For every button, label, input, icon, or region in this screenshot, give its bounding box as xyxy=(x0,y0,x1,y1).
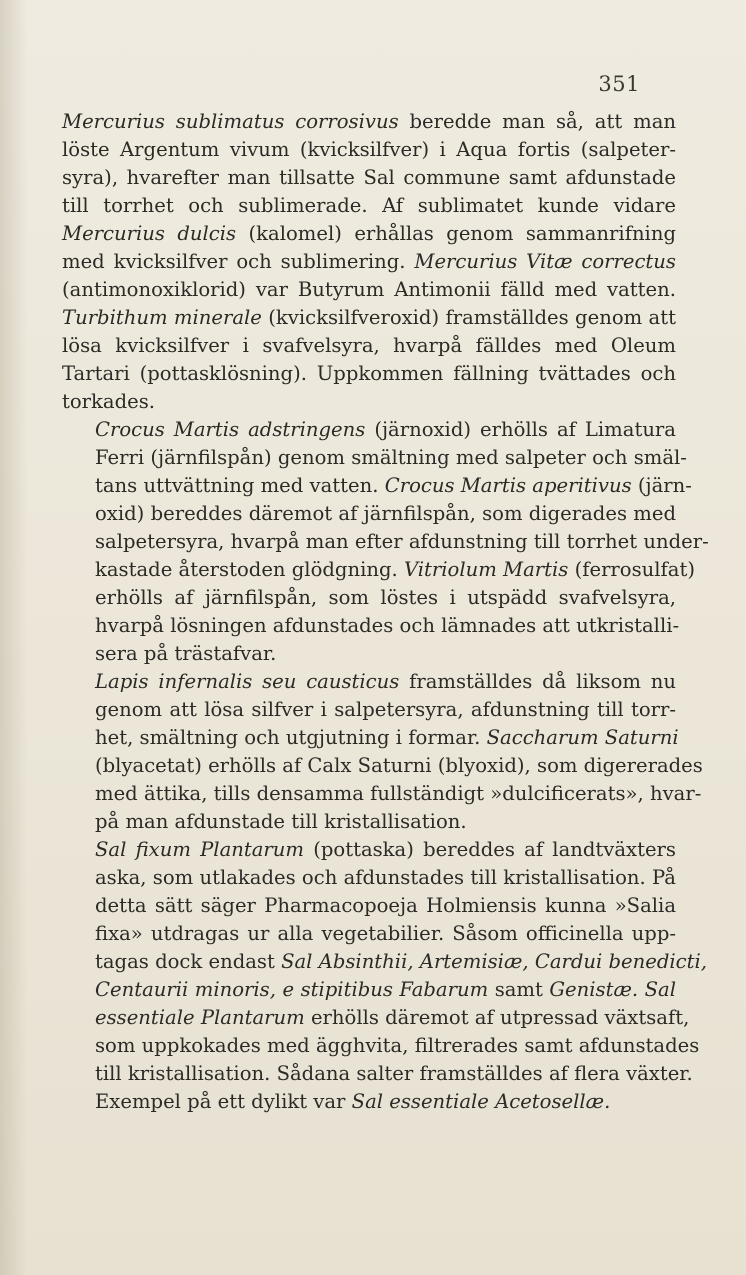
latin-term: Crocus Martis aperitivus xyxy=(384,474,632,497)
text-run: oxid) bereddes däremot af järnfilspån, som digerades med xyxy=(95,502,676,525)
text-run: sera på trästafvar. xyxy=(95,642,277,665)
text-run: Tartari (pottasklösning). Uppkommen fällning tvättades och xyxy=(62,362,676,385)
text-run: het, smältning och utgjutning i formar. xyxy=(95,726,487,749)
text-run: på man afdunstade till kristallisation. xyxy=(95,810,467,833)
text-line xyxy=(62,360,676,388)
text-line xyxy=(62,920,676,948)
text-run: erhölls däremot af utpressad växtsaft, xyxy=(304,1006,690,1029)
text-line xyxy=(62,948,708,976)
text-line xyxy=(62,1060,693,1088)
latin-term: Vitriolum Martis xyxy=(403,558,569,581)
text-line xyxy=(62,164,676,192)
latin-term: Mercurius sublimatus corrosivus xyxy=(62,110,399,133)
text-run: (järn- xyxy=(631,474,692,497)
text-line xyxy=(62,976,676,1004)
text-run: torkades. xyxy=(62,390,156,413)
text-line xyxy=(62,836,676,864)
latin-term: Saccharum Saturni xyxy=(486,726,679,749)
text-run: som uppkokades med ägghvita, filtrerades samt afdunstades xyxy=(95,1034,700,1057)
text-run: aska, som utlakades och afdunstades till kristallisation. På xyxy=(95,866,676,889)
text-line xyxy=(62,276,676,304)
latin-term: Centaurii minoris, e stipitibus Fabarum xyxy=(95,978,489,1001)
text-run: till torrhet och sublimerade. Af sublimatet kunde vidare xyxy=(62,194,676,217)
text-line xyxy=(62,780,702,808)
text-line xyxy=(62,808,676,836)
text-run: med ättika, tills densamma fullständigt »dulcificerats», hvar- xyxy=(95,782,702,805)
latin-term: Lapis infernalis seu causticus xyxy=(95,670,400,693)
page-number: 351 xyxy=(598,72,640,96)
text-run: (järnoxid) erhölls af Limatura xyxy=(365,418,676,441)
text-line xyxy=(62,612,680,640)
text-run: lösa kvicksilfver i svafvelsyra, hvarpå fälldes med Oleum xyxy=(62,334,676,357)
text-line xyxy=(62,136,676,164)
text-line xyxy=(62,668,676,696)
latin-term: Sal fixum Plantarum xyxy=(95,838,304,861)
latin-term: Sal essentiale Acetosellæ. xyxy=(351,1090,611,1113)
text-run: hvarpå lösningen afdunstades och lämnades att utkristalli- xyxy=(95,614,680,637)
text-line xyxy=(62,584,676,612)
text-line xyxy=(62,1088,676,1116)
text-run: löste Argentum vivum (kvicksilfver) i Aqua fortis (salpeter- xyxy=(62,138,676,161)
text-run: framställdes då liksom nu xyxy=(399,670,676,693)
text-line xyxy=(62,388,676,416)
latin-term: Mercurius Vitæ correctus xyxy=(414,250,676,273)
text-run: detta sätt säger Pharmacopoeja Holmiensis kunna »Salia xyxy=(95,894,676,917)
body-text xyxy=(62,108,709,1116)
text-line xyxy=(62,192,676,220)
paragraph xyxy=(62,668,703,836)
text-run: (pottaska) bereddes af landtväxters xyxy=(304,838,676,861)
paragraph xyxy=(62,108,676,416)
text-line xyxy=(62,416,676,444)
text-line xyxy=(62,220,676,248)
text-run: tans uttvättning med vatten. xyxy=(95,474,385,497)
text-run: kastade återstoden glödgning. xyxy=(95,558,404,581)
text-line xyxy=(62,864,676,892)
text-run: (blyacetat) erhölls af Calx Saturni (blyoxid), som digererades xyxy=(95,754,703,777)
paragraph xyxy=(62,416,709,668)
latin-term: Genistæ. xyxy=(549,978,639,1001)
text-run: Ferri (järnfilspån) genom smältning med salpeter och smäl- xyxy=(95,446,687,469)
text-run: tagas dock endast xyxy=(95,950,282,973)
text-line xyxy=(62,108,676,136)
text-run: (kvicksilfveroxid) framställdes genom att xyxy=(261,306,676,329)
text-run: (ferrosulfat) xyxy=(568,558,695,581)
text-run: samt xyxy=(488,978,550,1001)
latin-term: Turbithum minerale xyxy=(62,306,262,329)
text-run: salpetersyra, hvarpå man efter afdunstning till torrhet under- xyxy=(95,530,709,553)
text-run: fixa» utdragas ur alla vegetabilier. Såsom officinella upp- xyxy=(95,922,676,945)
text-run: beredde man så, att man xyxy=(398,110,676,133)
latin-term: essentiale Plantarum xyxy=(95,1006,305,1029)
text-line xyxy=(62,752,703,780)
latin-term: Crocus Martis adstringens xyxy=(95,418,366,441)
latin-term: Sal Absinthii, Artemisiæ, Cardui benedicti, xyxy=(281,950,708,973)
text-run: syra), hvarefter man tillsatte Sal commune samt afdunstade xyxy=(62,166,676,189)
text-line xyxy=(62,696,676,724)
text-run: (kalomel) erhållas genom sammanrifning xyxy=(236,222,676,245)
text-line xyxy=(62,332,676,360)
paragraph xyxy=(62,836,708,1116)
text-line xyxy=(62,724,679,752)
text-line xyxy=(62,892,676,920)
text-line xyxy=(62,1032,700,1060)
text-line xyxy=(62,556,695,584)
latin-term: Sal xyxy=(644,978,676,1001)
text-line xyxy=(62,444,687,472)
text-run: erhölls af järnfilspån, som löstes i utspädd svafvelsyra, xyxy=(95,586,676,609)
text-line xyxy=(62,500,676,528)
text-line xyxy=(62,640,676,668)
text-line xyxy=(62,248,676,276)
text-run: Exempel på ett dylikt var xyxy=(95,1090,352,1113)
text-line xyxy=(62,528,709,556)
text-line xyxy=(62,1004,690,1032)
text-run: genom att lösa silfver i salpetersyra, afdunstning till torr- xyxy=(95,698,676,721)
latin-term: Mercurius dulcis xyxy=(62,222,237,245)
text-run: med kvicksilfver och sublimering. xyxy=(62,250,415,273)
text-line xyxy=(62,304,676,332)
text-run: till kristallisation. Sådana salter framställdes af flera växter. xyxy=(95,1062,693,1085)
text-line xyxy=(62,472,692,500)
text-run: (antimonoxiklorid) var Butyrum Antimonii fälld med vatten. xyxy=(62,278,676,301)
